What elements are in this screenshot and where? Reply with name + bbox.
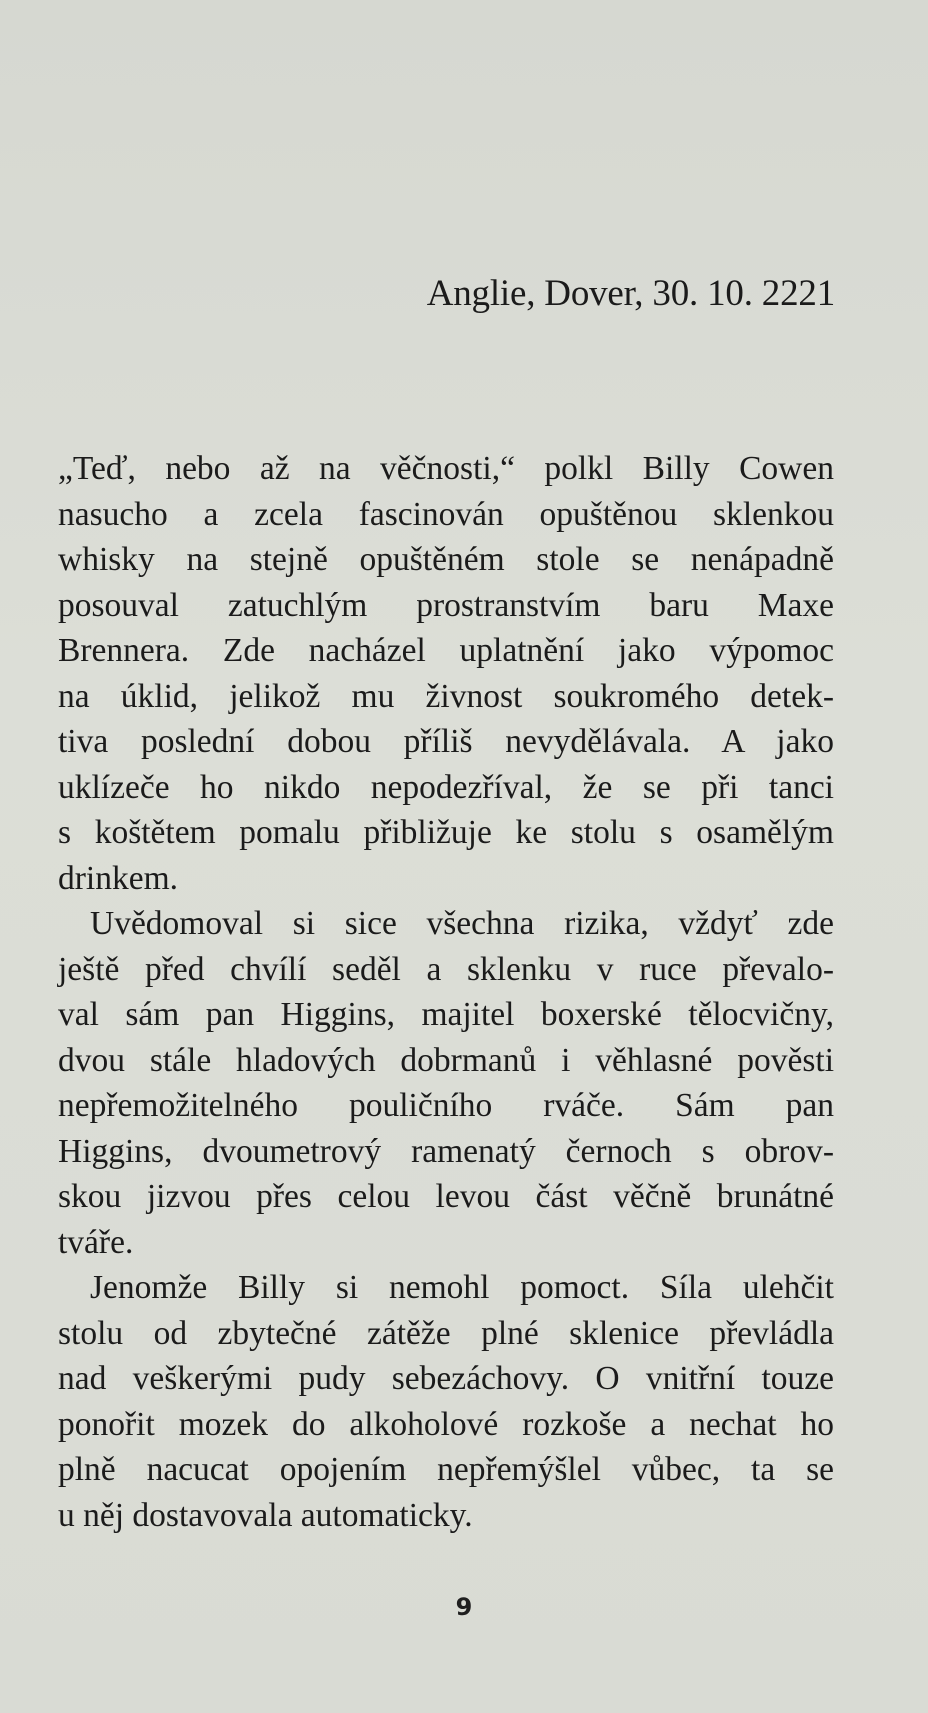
page-number: 9 [455, 1593, 473, 1621]
text-line: Higgins, dvoumetrový ramenatý černoch s obrov- [58, 1132, 834, 1170]
body-text [58, 446, 834, 1538]
text-line: dvou stále hladových dobrmanů i věhlasné pověsti [58, 1041, 834, 1079]
text-line: s koštětem pomalu přibližuje ke stolu s osamělým [58, 814, 834, 851]
text-line: Jenomže Billy si nemohl pomoct. Síla ulehčit [90, 1269, 834, 1306]
text-line: uklízeče ho nikdo nepodezříval, že se při tanci [58, 768, 834, 806]
text-line: Uvědomoval si sice všechna rizika, vždyť zde [90, 905, 834, 942]
paragraph-3 [58, 1265, 834, 1538]
text-line: plně nacucat opojením nepřemýšlel vůbec, ta se [58, 1451, 834, 1488]
text-line: drinkem. [58, 859, 179, 897]
text-line: „Teď, nebo až na věčnosti,“ polkl Billy Cowen [58, 450, 834, 487]
text-line: skou jizvou přes celou levou část věčně brunátné [58, 1178, 834, 1215]
text-line: ještě před chvílí seděl a sklenku v ruce převalo- [58, 950, 834, 988]
text-line: val sám pan Higgins, majitel boxerské tělocvičny, [58, 996, 834, 1033]
text-line: nad veškerými pudy sebezáchovy. O vnitřní touze [58, 1360, 834, 1397]
text-line: nepřemožitelného pouličního rváče. Sám pan [58, 1087, 834, 1124]
text-line: posouval zatuchlým prostranstvím baru Maxe [58, 586, 834, 624]
text-line: u něj dostavovala automaticky. [58, 1496, 473, 1534]
text-line: tiva poslední dobou příliš nevydělávala. A jako [58, 723, 834, 760]
paragraph-1 [58, 446, 834, 901]
paragraph-2 [58, 901, 834, 1265]
text-line: ponořit mozek do alkoholové rozkoše a nechat ho [58, 1405, 834, 1443]
text-line: stolu od zbytečné zátěže plné sklenice převládla [58, 1314, 834, 1352]
dateline: Anglie, Dover, 30. 10. 2221 [426, 273, 835, 314]
text-line: tváře. [58, 1223, 134, 1261]
text-line: nasucho a zcela fascinován opuštěnou sklenkou [58, 495, 834, 533]
text-line: na úklid, jelikož mu živnost soukromého detek- [58, 677, 834, 715]
text-line: Brennera. Zde nacházel uplatnění jako výpomoc [58, 632, 834, 669]
text-line: whisky na stejně opuštěném stole se nenápadně [58, 541, 834, 578]
